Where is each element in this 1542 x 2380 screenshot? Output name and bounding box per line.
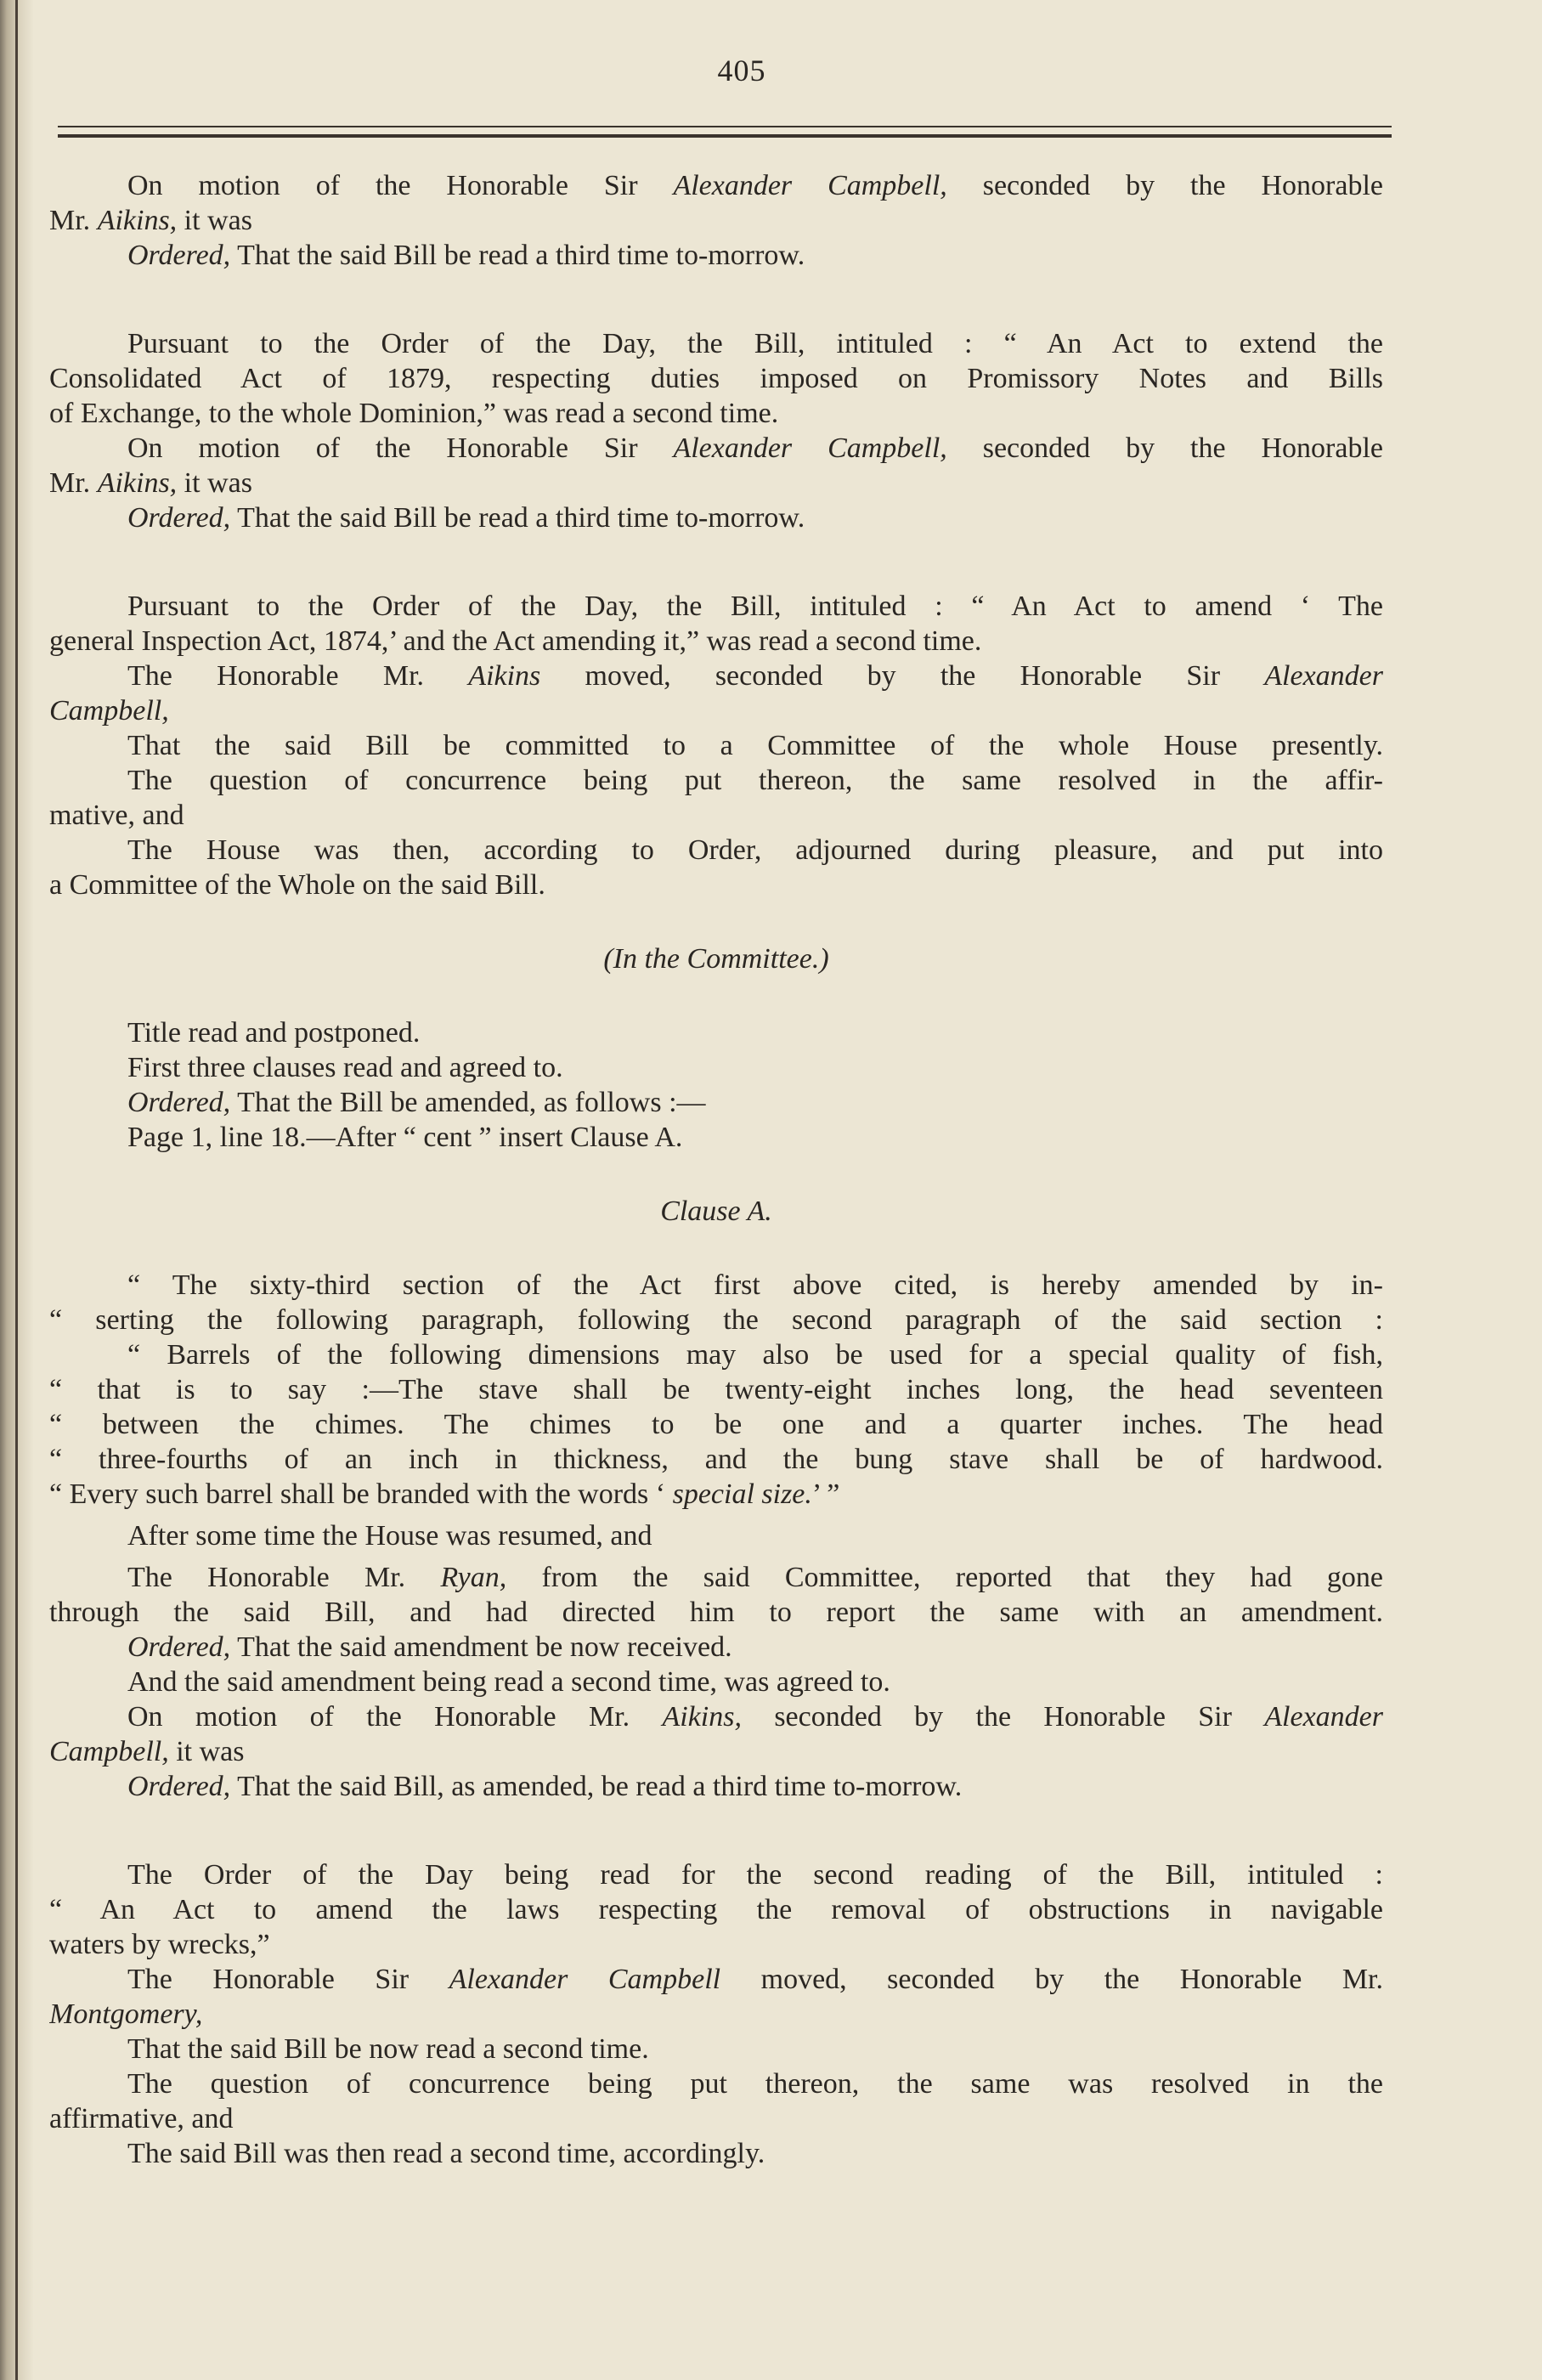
text-line xyxy=(49,168,1383,203)
text-line xyxy=(49,763,1383,798)
italic-text: Ordered, xyxy=(127,502,231,534)
text-run: seconded by the Honorable Sir xyxy=(741,1701,1265,1733)
paragraph xyxy=(49,1857,1383,2171)
italic-text: Campbell, xyxy=(49,695,169,726)
text-line xyxy=(49,1630,1383,1665)
text-run: of Exchange, to the whole Dominion,” was read a second time. xyxy=(49,398,779,429)
text-run: The Honorable Sir xyxy=(127,1964,449,1995)
italic-text: Ordered, xyxy=(127,1631,231,1663)
text-line xyxy=(49,1407,1383,1442)
text-line xyxy=(49,361,1383,396)
italic-text: Campbell, xyxy=(49,1736,169,1767)
text-line xyxy=(49,1337,1383,1372)
text-run: The question of concurrence being put thereon, the same resolved in the affir- xyxy=(127,765,1383,796)
text-line xyxy=(49,728,1383,763)
text-line xyxy=(49,396,1383,431)
text-run: Pursuant to the Order of the Day, the Bill, intituled : “ An Act to amend ‘ The xyxy=(127,591,1383,622)
text-line xyxy=(49,1518,1383,1553)
italic-text: Ordered, xyxy=(127,1087,231,1118)
text-run: That the said amendment be now received. xyxy=(230,1631,732,1663)
text-run: ’ ” xyxy=(811,1478,840,1510)
text-run: That the said Bill be committed to a Committee of the whole House presently. xyxy=(127,730,1383,761)
text-run: Mr. xyxy=(49,205,98,236)
text-line xyxy=(49,1927,1383,1962)
header-rule-thick xyxy=(58,134,1392,138)
text-run: And the said amendment being read a second time, was agreed to. xyxy=(127,1666,890,1698)
text-line xyxy=(49,1120,1383,1155)
text-run: affirmative, and xyxy=(49,2103,234,2134)
text-run: “ serting the following paragraph, following the second paragraph of the said section : xyxy=(49,1304,1383,1336)
text-line xyxy=(49,1734,1383,1769)
italic-text: Aikins, xyxy=(662,1701,742,1733)
italic-text: Ordered, xyxy=(127,240,231,271)
text-line xyxy=(49,1699,1383,1734)
text-run: it was xyxy=(177,467,252,499)
text-line xyxy=(49,326,1383,361)
text-run: The Honorable Mr. xyxy=(127,660,469,692)
heading-space xyxy=(49,902,1383,941)
text-run: through the said Bill, and had directed him to report the same with an amendment. xyxy=(49,1597,1383,1628)
text-line xyxy=(49,624,1383,659)
text-line xyxy=(49,1997,1383,2032)
text-run: That the said Bill be now read a second time. xyxy=(127,2033,649,2065)
text-line xyxy=(49,1015,1383,1050)
text-run: seconded by the Honorable xyxy=(946,432,1383,464)
text-line xyxy=(49,1892,1383,1927)
text-run: Mr. xyxy=(49,467,98,499)
text-run: The question of concurrence being put thereon, the same was resolved in the xyxy=(127,2068,1383,2100)
text-run: Page 1, line 18.—After “ cent ” insert Clause A. xyxy=(127,1122,683,1153)
text-line xyxy=(49,1560,1383,1595)
paragraph xyxy=(49,1560,1383,1804)
binding-rule xyxy=(15,0,18,2380)
italic-text: special size. xyxy=(672,1478,812,1510)
text-run: it was xyxy=(168,1736,245,1767)
text-line xyxy=(49,1050,1383,1085)
page-body xyxy=(49,168,1383,2171)
text-run: it was xyxy=(177,205,252,236)
text-run: from the said Committee, reported that they had gone xyxy=(506,1562,1383,1593)
text-line xyxy=(49,431,1383,466)
italic-text: Aikins xyxy=(468,660,541,692)
text-line xyxy=(49,798,1383,833)
paragraph-gap xyxy=(49,273,1383,326)
italic-text: Alexander xyxy=(1264,660,1383,692)
paragraph xyxy=(49,1518,1383,1553)
text-run: “ between the chimes. The chimes to be one and a quarter inches. The head xyxy=(49,1409,1383,1440)
text-run: That the said Bill be read a third time to-morrow. xyxy=(230,502,805,534)
section-heading: Clause A. xyxy=(660,1196,772,1227)
text-run: The Order of the Day being read for the second reading of the Bill, intituled : xyxy=(127,1859,1383,1891)
paragraph xyxy=(49,168,1383,273)
text-run: On motion of the Honorable Sir xyxy=(127,432,674,464)
text-run: moved, seconded by the Honorable Sir xyxy=(540,660,1265,692)
text-run: “ three-fourths of an inch in thickness, and the bung stave shall be of hardwood. xyxy=(49,1444,1383,1475)
text-line xyxy=(49,1085,1383,1120)
italic-text: Alexander Campbell, xyxy=(673,170,947,201)
text-run: seconded by the Honorable xyxy=(946,170,1383,201)
text-line xyxy=(49,2066,1383,2101)
text-run: a Committee of the Whole on the said Bill. xyxy=(49,869,545,901)
text-line xyxy=(49,203,1383,238)
text-run: “ that is to say :—The stave shall be twenty-eight inches long, the head seventeen xyxy=(49,1374,1383,1405)
text-run: Consolidated Act of 1879, respecting duties imposed on Promissory Notes and Bills xyxy=(49,363,1383,394)
italic-text: Alexander Campbell, xyxy=(673,432,947,464)
text-run: On motion of the Honorable Mr. xyxy=(127,1701,663,1733)
text-line xyxy=(49,2032,1383,2066)
text-line xyxy=(49,1769,1383,1804)
heading-space xyxy=(49,1229,1383,1268)
italic-text: Ordered, xyxy=(127,1771,231,1802)
paragraph xyxy=(49,589,1383,902)
text-line xyxy=(49,238,1383,273)
text-line xyxy=(49,1372,1383,1407)
text-line xyxy=(49,1595,1383,1630)
section-heading: (In the Committee.) xyxy=(603,943,829,975)
text-line xyxy=(49,466,1383,500)
text-line xyxy=(49,1857,1383,1892)
text-line xyxy=(49,1268,1383,1303)
text-run: mative, and xyxy=(49,800,184,831)
paragraph-gap xyxy=(49,535,1383,589)
text-run: After some time the House was resumed, and xyxy=(127,1520,652,1552)
text-run: On motion of the Honorable Sir xyxy=(127,170,674,201)
text-run: The said Bill was then read a second time, accordingly. xyxy=(127,2138,765,2169)
text-line xyxy=(49,1665,1383,1699)
heading-space xyxy=(49,976,1383,1015)
text-line xyxy=(49,2101,1383,2136)
text-run: That the said Bill be read a third time to-morrow. xyxy=(230,240,805,271)
heading-space xyxy=(49,1155,1383,1194)
paragraph xyxy=(49,1015,1383,1155)
italic-text: Aikins, xyxy=(97,205,178,236)
page-number: 405 xyxy=(717,54,766,88)
italic-text: Alexander xyxy=(1264,1701,1383,1733)
text-line xyxy=(49,500,1383,535)
header-rule-thin xyxy=(58,126,1392,127)
text-run: That the Bill be amended, as follows :— xyxy=(230,1087,706,1118)
text-run: waters by wrecks,” xyxy=(49,1929,270,1960)
text-run: general Inspection Act, 1874,’ and the Act amending it,” was read a second time. xyxy=(49,625,982,657)
text-run: Title read and postponed. xyxy=(127,1017,421,1049)
text-line xyxy=(49,833,1383,868)
text-line xyxy=(49,589,1383,624)
text-line xyxy=(49,1477,1383,1512)
text-line xyxy=(49,1303,1383,1337)
journal-page xyxy=(49,0,1434,2380)
italic-text: Alexander Campbell xyxy=(449,1964,721,1995)
text-run: “ Barrels of the following dimensions may also be used for a special quality of fish, xyxy=(127,1339,1383,1371)
text-run: “ An Act to amend the laws respecting the removal of obstructions in navigable xyxy=(49,1894,1383,1925)
paragraph xyxy=(49,326,1383,535)
text-line xyxy=(49,868,1383,902)
text-run: “ Every such barrel shall be branded with the words ‘ xyxy=(49,1478,673,1510)
text-run: First three clauses read and agreed to. xyxy=(127,1052,563,1083)
italic-text: Aikins, xyxy=(97,467,178,499)
text-run: Pursuant to the Order of the Day, the Bill, intituled : “ An Act to extend the xyxy=(127,328,1383,359)
text-run: The Honorable Mr. xyxy=(127,1562,441,1593)
text-line xyxy=(49,1442,1383,1477)
paragraph xyxy=(49,1268,1383,1512)
text-run: moved, seconded by the Honorable Mr. xyxy=(720,1964,1383,1995)
text-line xyxy=(49,659,1383,693)
text-run: The House was then, according to Order, adjourned during pleasure, and put into xyxy=(127,834,1383,866)
text-line xyxy=(49,693,1383,728)
text-line xyxy=(49,1962,1383,1997)
paragraph-gap xyxy=(49,1804,1383,1857)
text-line xyxy=(49,2136,1383,2171)
italic-text: Montgomery, xyxy=(49,1998,203,2030)
text-run: “ The sixty-third section of the Act first above cited, is hereby amended by in- xyxy=(127,1269,1383,1301)
text-run: That the said Bill, as amended, be read a third time to-morrow. xyxy=(230,1771,963,1802)
italic-text: Ryan, xyxy=(440,1562,507,1593)
